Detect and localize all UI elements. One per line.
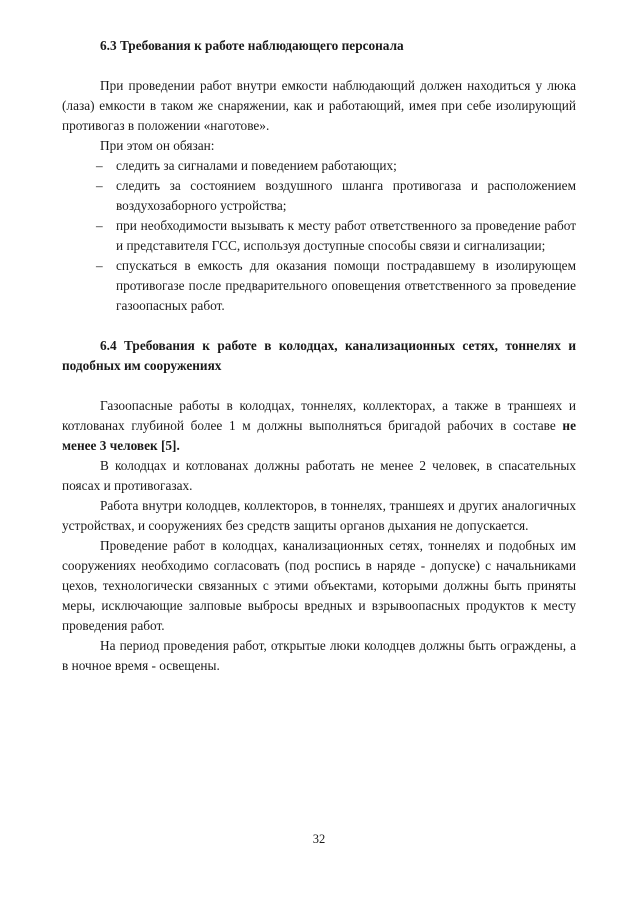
duties-list (62, 156, 576, 316)
list-item: – следить за состоянием воздушного шланга противогаза и расположением воздухозаборного устройства; (116, 176, 576, 216)
section-6-4-paragraph-2: В колодцах и котлованах должны работать не менее 2 человек, в спасательных поясах и противогазах. (62, 458, 576, 493)
document-page (62, 36, 576, 676)
section-6-3-heading: 6.3 Требования к работе наблюдающего персонала (100, 38, 404, 53)
section-6-3-paragraph-2: При этом он обязан: (100, 138, 215, 153)
spacer (62, 316, 576, 336)
section-6-4-paragraph-4: Проведение работ в колодцах, канализационных сетях, тоннелях и подобных им сооружениях необходимо согласовать (под роспись в наряде - допуске) с начальниками цехов, технологически связанных с этими объектами, которыми должны быть приняты меры, исключающие залповые выбросы вредных и взрывоопасных продуктов к месту проведения работ. (62, 538, 576, 633)
page-number: 32 (312, 832, 326, 846)
section-6-3-paragraph-1: При проведении работ внутри емкости наблюдающий должен находиться у люка (лаза) емкости в таком же снаряжении, как и работающий, имея при себе изолирующий противогаз в положении «наготове». (62, 78, 576, 133)
section-6-4-paragraph-5: На период проведения работ, открытые люки колодцев должны быть ограждены, а в ночное время - освещены. (62, 638, 576, 673)
list-item: – следить за сигналами и поведением работающих; (116, 156, 576, 176)
paragraph-text: Газоопасные работы в колодцах, тоннелях, коллекторах, а также в траншеях и котлованах глубиной более 1 м должны выполняться бригадой рабочих в составе (62, 398, 576, 433)
list-item: – при необходимости вызывать к месту работ ответственного за проведение работ и представителя ГСС, используя доступные способы связи и сигнализации; (116, 216, 576, 256)
section-6-4-heading: 6.4 Требования к работе в колодцах, канализационных сетях, тоннелях и подобных им сооружениях (62, 338, 576, 373)
list-item: – спускаться в емкость для оказания помощи пострадавшему в изолирующем противогазе после предварительного оповещения ответственного за проведение газоопасных работ. (116, 256, 576, 316)
spacer (62, 376, 576, 396)
section-6-4-paragraph-1 (62, 396, 576, 456)
spacer (62, 56, 576, 76)
bold-requirement: не менее 3 человек [5]. (62, 418, 576, 453)
section-6-4-paragraph-3: Работа внутри колодцев, коллекторов, в тоннелях, траншеях и других аналогичных устройствах, и сооружениях без средств защиты органов дыхания не допускается. (62, 498, 576, 533)
